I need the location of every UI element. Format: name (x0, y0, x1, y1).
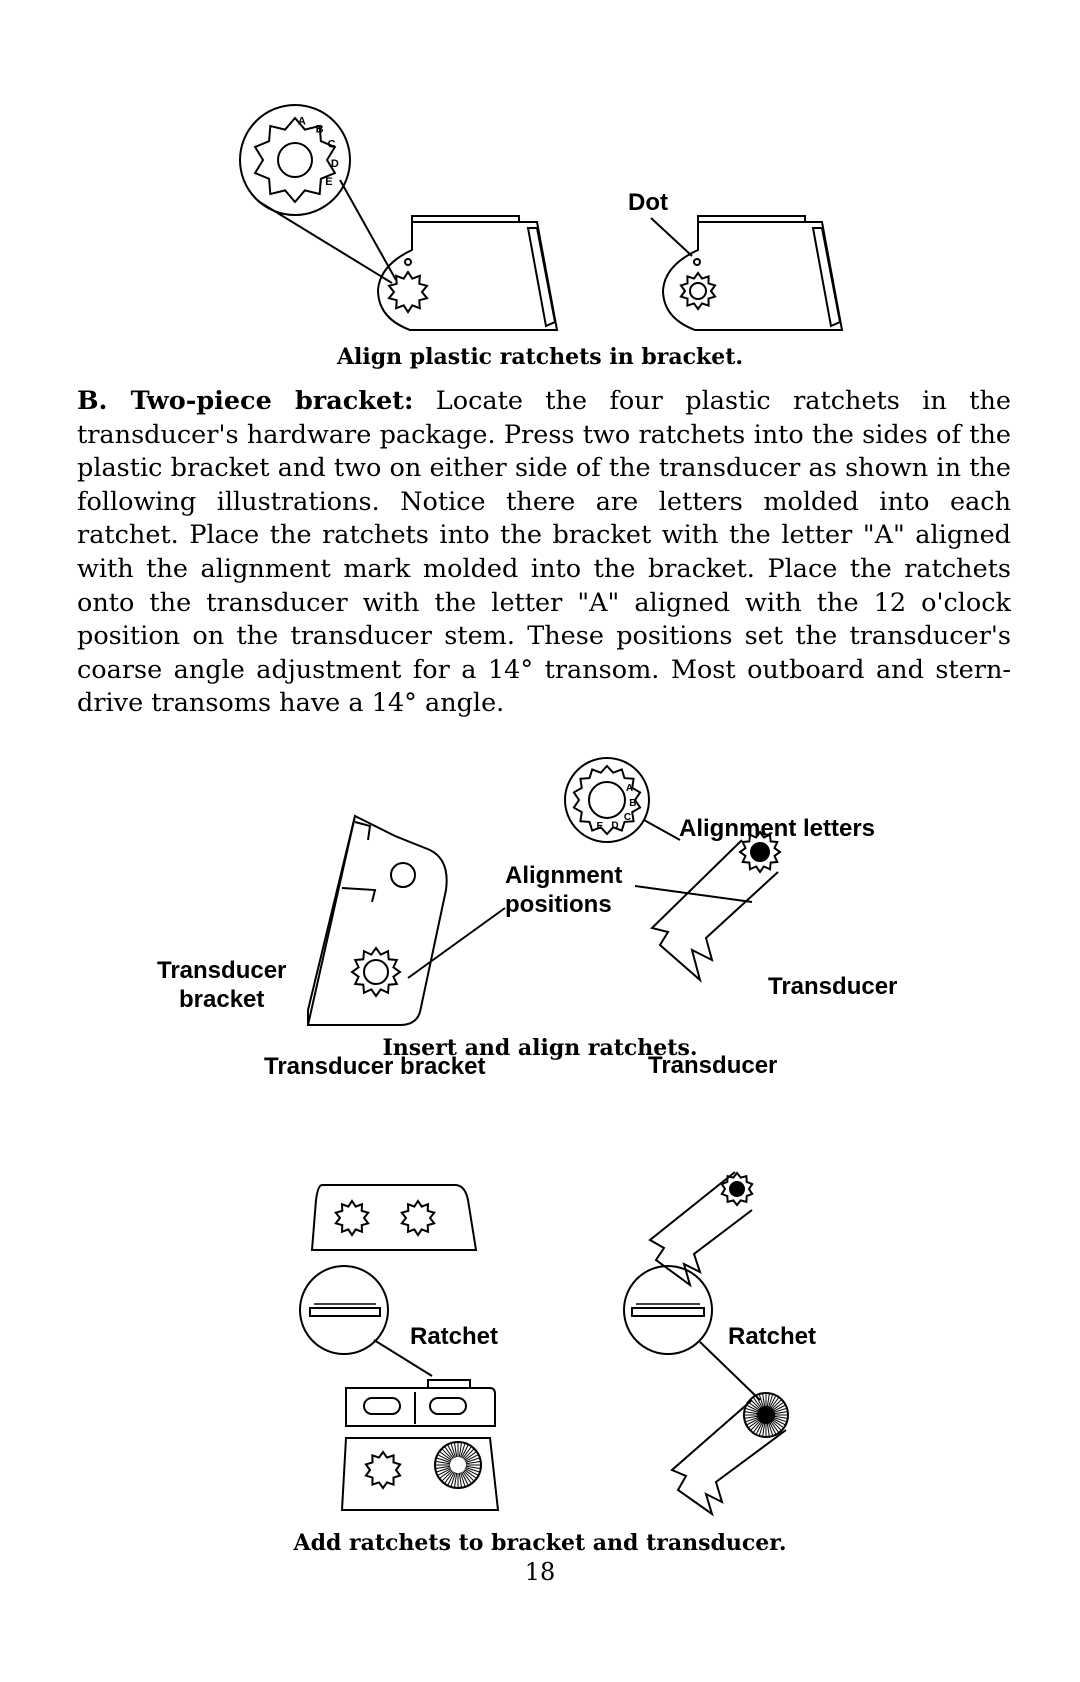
ratchet-letter-D: D (611, 820, 619, 832)
bracket-front-ratchet-left (366, 1452, 400, 1488)
right-magnifier-circle (624, 1266, 712, 1354)
bracket-ratchet-right (402, 1201, 434, 1235)
bracket-top-view (312, 1185, 476, 1250)
ratchet-letter-B: B (629, 797, 637, 809)
figure-add-ratchets (0, 1052, 1080, 1550)
leader-line (258, 201, 392, 283)
bracket-notch (355, 822, 370, 840)
bracket-left-top (412, 216, 519, 222)
ratchet-letter-C: C (327, 138, 336, 151)
bracket-slot-left (364, 1398, 400, 1414)
alignment-positions-leader (408, 908, 505, 978)
bracket-ratchet-hole (364, 960, 388, 984)
ratchet-letter-B: B (315, 123, 324, 136)
transducer-bottom-stem (758, 1407, 774, 1423)
ratchet-letter-E: E (325, 176, 333, 189)
ratchet-letters-2 (596, 783, 636, 832)
dot-label: Dot (628, 189, 668, 216)
bracket-slot-right (430, 1398, 466, 1414)
ratchet-gear-right (681, 273, 715, 309)
bracket-hole (391, 863, 415, 887)
bracket-ratchet-illustration (0, 0, 1080, 350)
alignment-positions-label: Alignment positions (505, 862, 623, 918)
transducer-bracket-label: Transducer bracket (157, 957, 287, 1013)
ratchet-letter-D: D (330, 157, 339, 170)
magnified-ratchet-hole (278, 143, 312, 177)
ratchet-letter-E: E (596, 821, 604, 832)
alignment-letters-label: Alignment letters (679, 815, 876, 842)
dot-leader-line (651, 218, 692, 256)
page-number: 18 (524, 1558, 556, 1586)
left-ratchet-side (310, 1308, 380, 1316)
bracket-ratchet-gear (352, 948, 400, 996)
bracket-right-top (698, 216, 805, 222)
transducer-stem (751, 843, 769, 861)
alignment-letters-leader (644, 820, 680, 840)
ratchet-hole-right (690, 283, 706, 299)
add-ratchets-illustration (0, 1130, 1080, 1550)
transducer-label: Transducer (768, 973, 898, 1000)
ratchet-letter-A: A (625, 783, 634, 794)
right-ratchet-side (632, 1308, 704, 1316)
bracket-side-view (346, 1388, 495, 1426)
leader-line (340, 180, 396, 280)
ratchet-letter-C: C (623, 812, 632, 823)
bracket-slot (342, 888, 375, 902)
alignment-dot-right (694, 259, 700, 265)
transducer-top-stem (730, 1182, 744, 1196)
fig3-ratchet-label-right: Ratchet (728, 1323, 817, 1350)
figure2-caption: Insert and align ratchets. (382, 1035, 698, 1061)
figure3-caption: Add ratchets to bracket and transducer. (293, 1530, 787, 1556)
ratchet-letter-A: A (297, 115, 306, 128)
figure-align-ratchets (0, 0, 1080, 350)
alignment-dot-left (405, 259, 411, 265)
magnified-ratchet-hole-2 (589, 782, 625, 818)
fig3-ratchet-label-left: Ratchet (410, 1323, 499, 1350)
fig3-transducer-bracket-label: Transducer bracket (264, 1053, 486, 1080)
fig3-transducer-label: Transducer (648, 1052, 778, 1079)
ratchet-on-bracket (428, 1380, 470, 1388)
figure-insert-align (0, 740, 1080, 1040)
section-b-text: Locate the four plastic ratchets in the transducer's hardware package. Press two ratchets into the sides of the plastic bracket and two on either side of the transducer as shown in the following illustrations. Notice there are letters molded into each ratchet. Place the ratchets into the bracket with the letter "A" aligned with the alignment mark molded into the bracket. Place the ratchets onto the transducer with the letter "A" aligned with the 12 o'clock position on the transducer stem. These positions set the transducer's coarse angle adjustment for a 14° transom. Most outboard and stern-drive transoms have a 14° angle. (77, 386, 1012, 719)
figure1-caption: Align plastic ratchets in bracket. (336, 344, 744, 370)
section-b-lead: B. Two-piece bracket: (77, 386, 414, 416)
bracket-ratchet-left (336, 1201, 368, 1235)
section-b-paragraph (77, 385, 1011, 721)
